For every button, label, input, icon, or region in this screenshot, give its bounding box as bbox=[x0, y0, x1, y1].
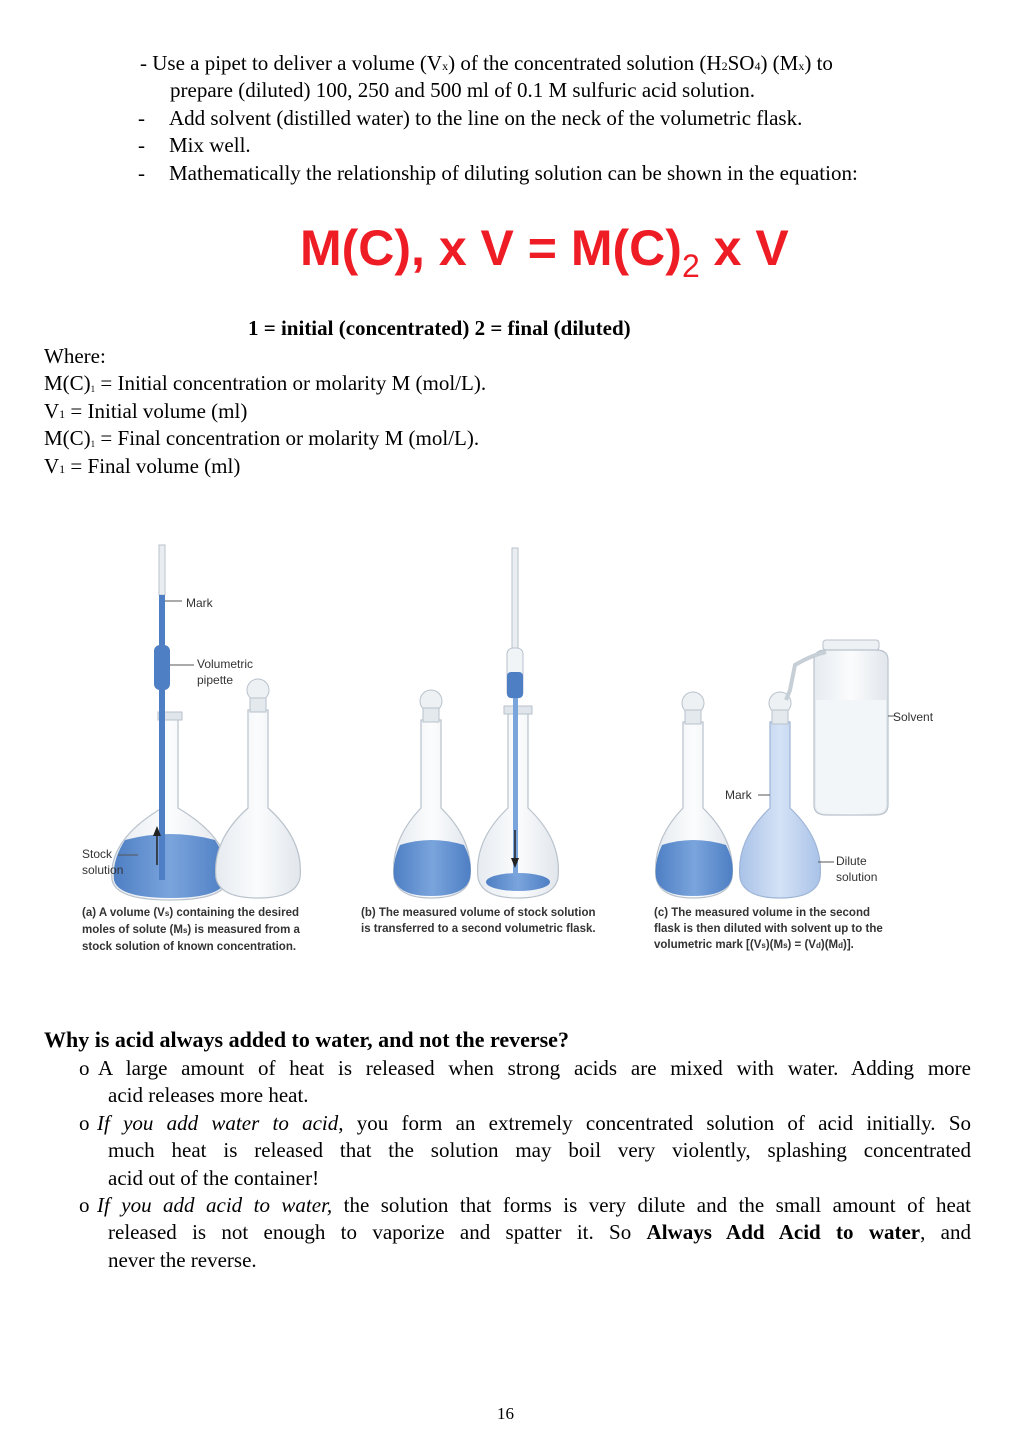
definition-final-volume: V1 = Final volume (ml) bbox=[44, 454, 241, 478]
step-4: Mathematically the relationship of diluting solution can be shown in the equation: bbox=[169, 161, 858, 185]
where-heading: Where: bbox=[44, 344, 106, 368]
label-dilute-1: Dilute bbox=[836, 854, 867, 868]
bullet-3-line-2: released is not enough to vaporize and spatter it. So Always Add Acid to water, and bbox=[108, 1220, 972, 1244]
step-2: Add solvent (distilled water) to the line on the neck of the volumetric flask. bbox=[169, 106, 803, 130]
label-pipette-1: Volumetric bbox=[197, 657, 254, 671]
flask-c-stock bbox=[656, 692, 733, 898]
label-stock-1: Stock bbox=[82, 847, 113, 861]
definition-initial-concentration: M(C)1 = Initial concentration or molarity M (mol/L). bbox=[44, 371, 487, 395]
step-3-dash: - bbox=[138, 133, 145, 157]
caption-a-line-2: moles of solute (Ms) is measured from a bbox=[82, 924, 300, 936]
page-number: 16 bbox=[497, 1404, 514, 1423]
label-mark-2: Mark bbox=[725, 788, 752, 802]
why-heading: Why is acid always added to water, and not the reverse? bbox=[44, 1027, 569, 1052]
bullet-1-line-2: acid releases more heat. bbox=[108, 1083, 309, 1107]
bullet-2-line-2: much heat is released that the solution may boil very violently, splashing concentrated bbox=[108, 1138, 971, 1162]
solvent-wash-bottle bbox=[786, 640, 896, 815]
flask-a-stock bbox=[112, 712, 229, 900]
caption-b: (b) The measured volume of stock solution is transferred to a second volumetric flask. bbox=[361, 907, 596, 935]
step-1-line-1: - Use a pipet to deliver a volume (Vx) of the concentrated solution (H2SO4) (Mx) to bbox=[140, 51, 833, 75]
label-dilute-2: solution bbox=[836, 870, 878, 884]
bullet-2: o bbox=[79, 1111, 90, 1135]
caption-c: (c) The measured volume in the second flask is then diluted with solvent up to the volumetric mark [(Vs)(Ms) = (Vd)(Md)]. bbox=[654, 905, 883, 954]
dilution-equation: M(C), x $V = M(C)_2$ x V bbox=[300, 220, 789, 284]
definition-initial-volume: V1 = Initial volume (ml) bbox=[44, 399, 248, 423]
caption-a-line-1: (a) A volume (Vs) containing the desired bbox=[82, 907, 300, 919]
bullet-3: o bbox=[79, 1193, 90, 1217]
step-3: Mix well. bbox=[169, 133, 251, 157]
bullet-3-line-3: never the reverse. bbox=[108, 1248, 257, 1272]
equation-legend: 1 = initial (concentrated) 2 = final (diluted) bbox=[248, 316, 631, 340]
caption-a bbox=[82, 905, 300, 955]
bullet-2-line-1: If you add water to acid, you form an extremely concentrated solution of acid initially. So bbox=[97, 1111, 971, 1135]
caption-c-line-3: volumetric mark [(Vs)(Ms) = (Vd)(Md)]. bbox=[654, 939, 854, 951]
bullet-1: o bbox=[79, 1056, 90, 1080]
bullet-2-line-3: acid out of the container! bbox=[108, 1166, 320, 1190]
flask-a-empty bbox=[216, 679, 301, 898]
label-solvent: Solvent bbox=[893, 710, 934, 724]
label-mark: Mark bbox=[186, 596, 213, 610]
flask-b-stock bbox=[394, 690, 471, 898]
label-pipette-2: pipette bbox=[197, 673, 234, 687]
step-4-dash: - bbox=[138, 161, 145, 185]
bullet-3-line-1: If you add acid to water, the solution that forms is very dilute and the small amount of heat bbox=[97, 1193, 972, 1217]
step-1-line-2: prepare (diluted) 100, 250 and 500 ml of 0.1 M sulfuric acid solution. bbox=[170, 78, 755, 102]
step-2-dash: - bbox=[138, 106, 145, 130]
caption-a-line-3: stock solution of known concentration. bbox=[82, 941, 297, 953]
label-stock-2: solution bbox=[82, 863, 124, 877]
bullet-1-line-1: A large amount of heat is released when strong acids are mixed with water. Adding more bbox=[98, 1056, 971, 1080]
definition-final-concentration: M(C)1 = Final concentration or molarity M (mol/L). bbox=[44, 426, 480, 450]
